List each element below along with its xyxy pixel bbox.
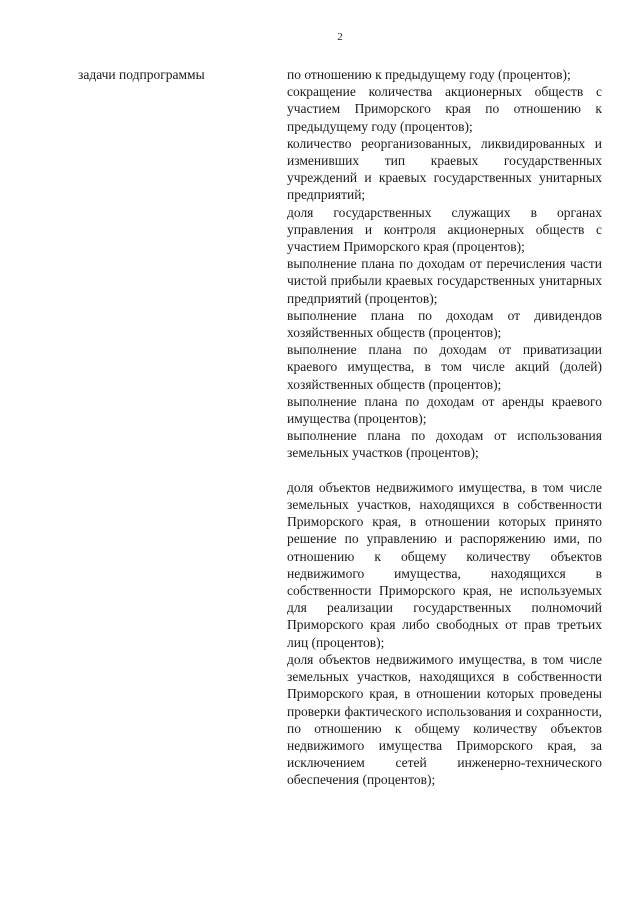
- indicator-paragraph: сокращение количества акционерных обществ с участием Приморского края по отношению к предыдущему году (процентов);: [287, 84, 602, 134]
- indicator-paragraph: выполнение плана по доходам от перечисления части чистой прибыли краевых государственных унитарных предприятий (процентов);: [287, 256, 602, 306]
- block-gap: [287, 462, 602, 479]
- indicator-paragraph: доля объектов недвижимого имущества, в том числе земельных участков, находящихся в собственности Приморского края, в отношении которых принято решение по управлению и распоряжению ими, по отношению к общему количеству объектов недвижимого имущества, находящихся в собственности Приморского края, не используемых для реализации государственных полномочий Приморского края либо свободных от прав третьих лиц (процентов);: [287, 479, 602, 650]
- indicator-paragraph: выполнение плана по доходам от приватизации краевого имущества, в том числе акций (долей) хозяйственных обществ (процентов);: [287, 342, 602, 392]
- indicator-block-2: [287, 479, 602, 789]
- indicator-paragraph: выполнение плана по доходам от аренды краевого имущества (процентов);: [287, 393, 602, 427]
- indicator-block-1: [287, 66, 602, 462]
- indicator-paragraph: доля объектов недвижимого имущества, в том числе земельных участков, находящихся в собственности Приморского края, в отношении которых проведены проверки фактического использования и сохранности, по отношению к общему количеству объектов недвижимого имущества Приморского края, за исключением сетей инженерно-технического обеспечения (процентов);: [287, 651, 602, 788]
- page-number: 2: [337, 31, 343, 43]
- row-content: [287, 66, 602, 789]
- indicator-paragraph: количество реорганизованных, ликвидированных и изменивших тип краевых государственных учреждений и краевых государственных унитарных предприятий;: [287, 135, 602, 203]
- indicator-paragraph: доля государственных служащих в органах управления и контроля акционерных обществ с участием Приморского края (процентов);: [287, 204, 602, 255]
- row-label: задачи подпрограммы: [78, 67, 205, 82]
- indicator-paragraph: выполнение плана по доходам от использования земельных участков (процентов);: [287, 428, 602, 461]
- indicator-paragraph: выполнение плана по доходам от дивидендов хозяйственных обществ (процентов);: [287, 307, 602, 341]
- indicator-paragraph: по отношению к предыдущему году (процентов);: [287, 67, 571, 82]
